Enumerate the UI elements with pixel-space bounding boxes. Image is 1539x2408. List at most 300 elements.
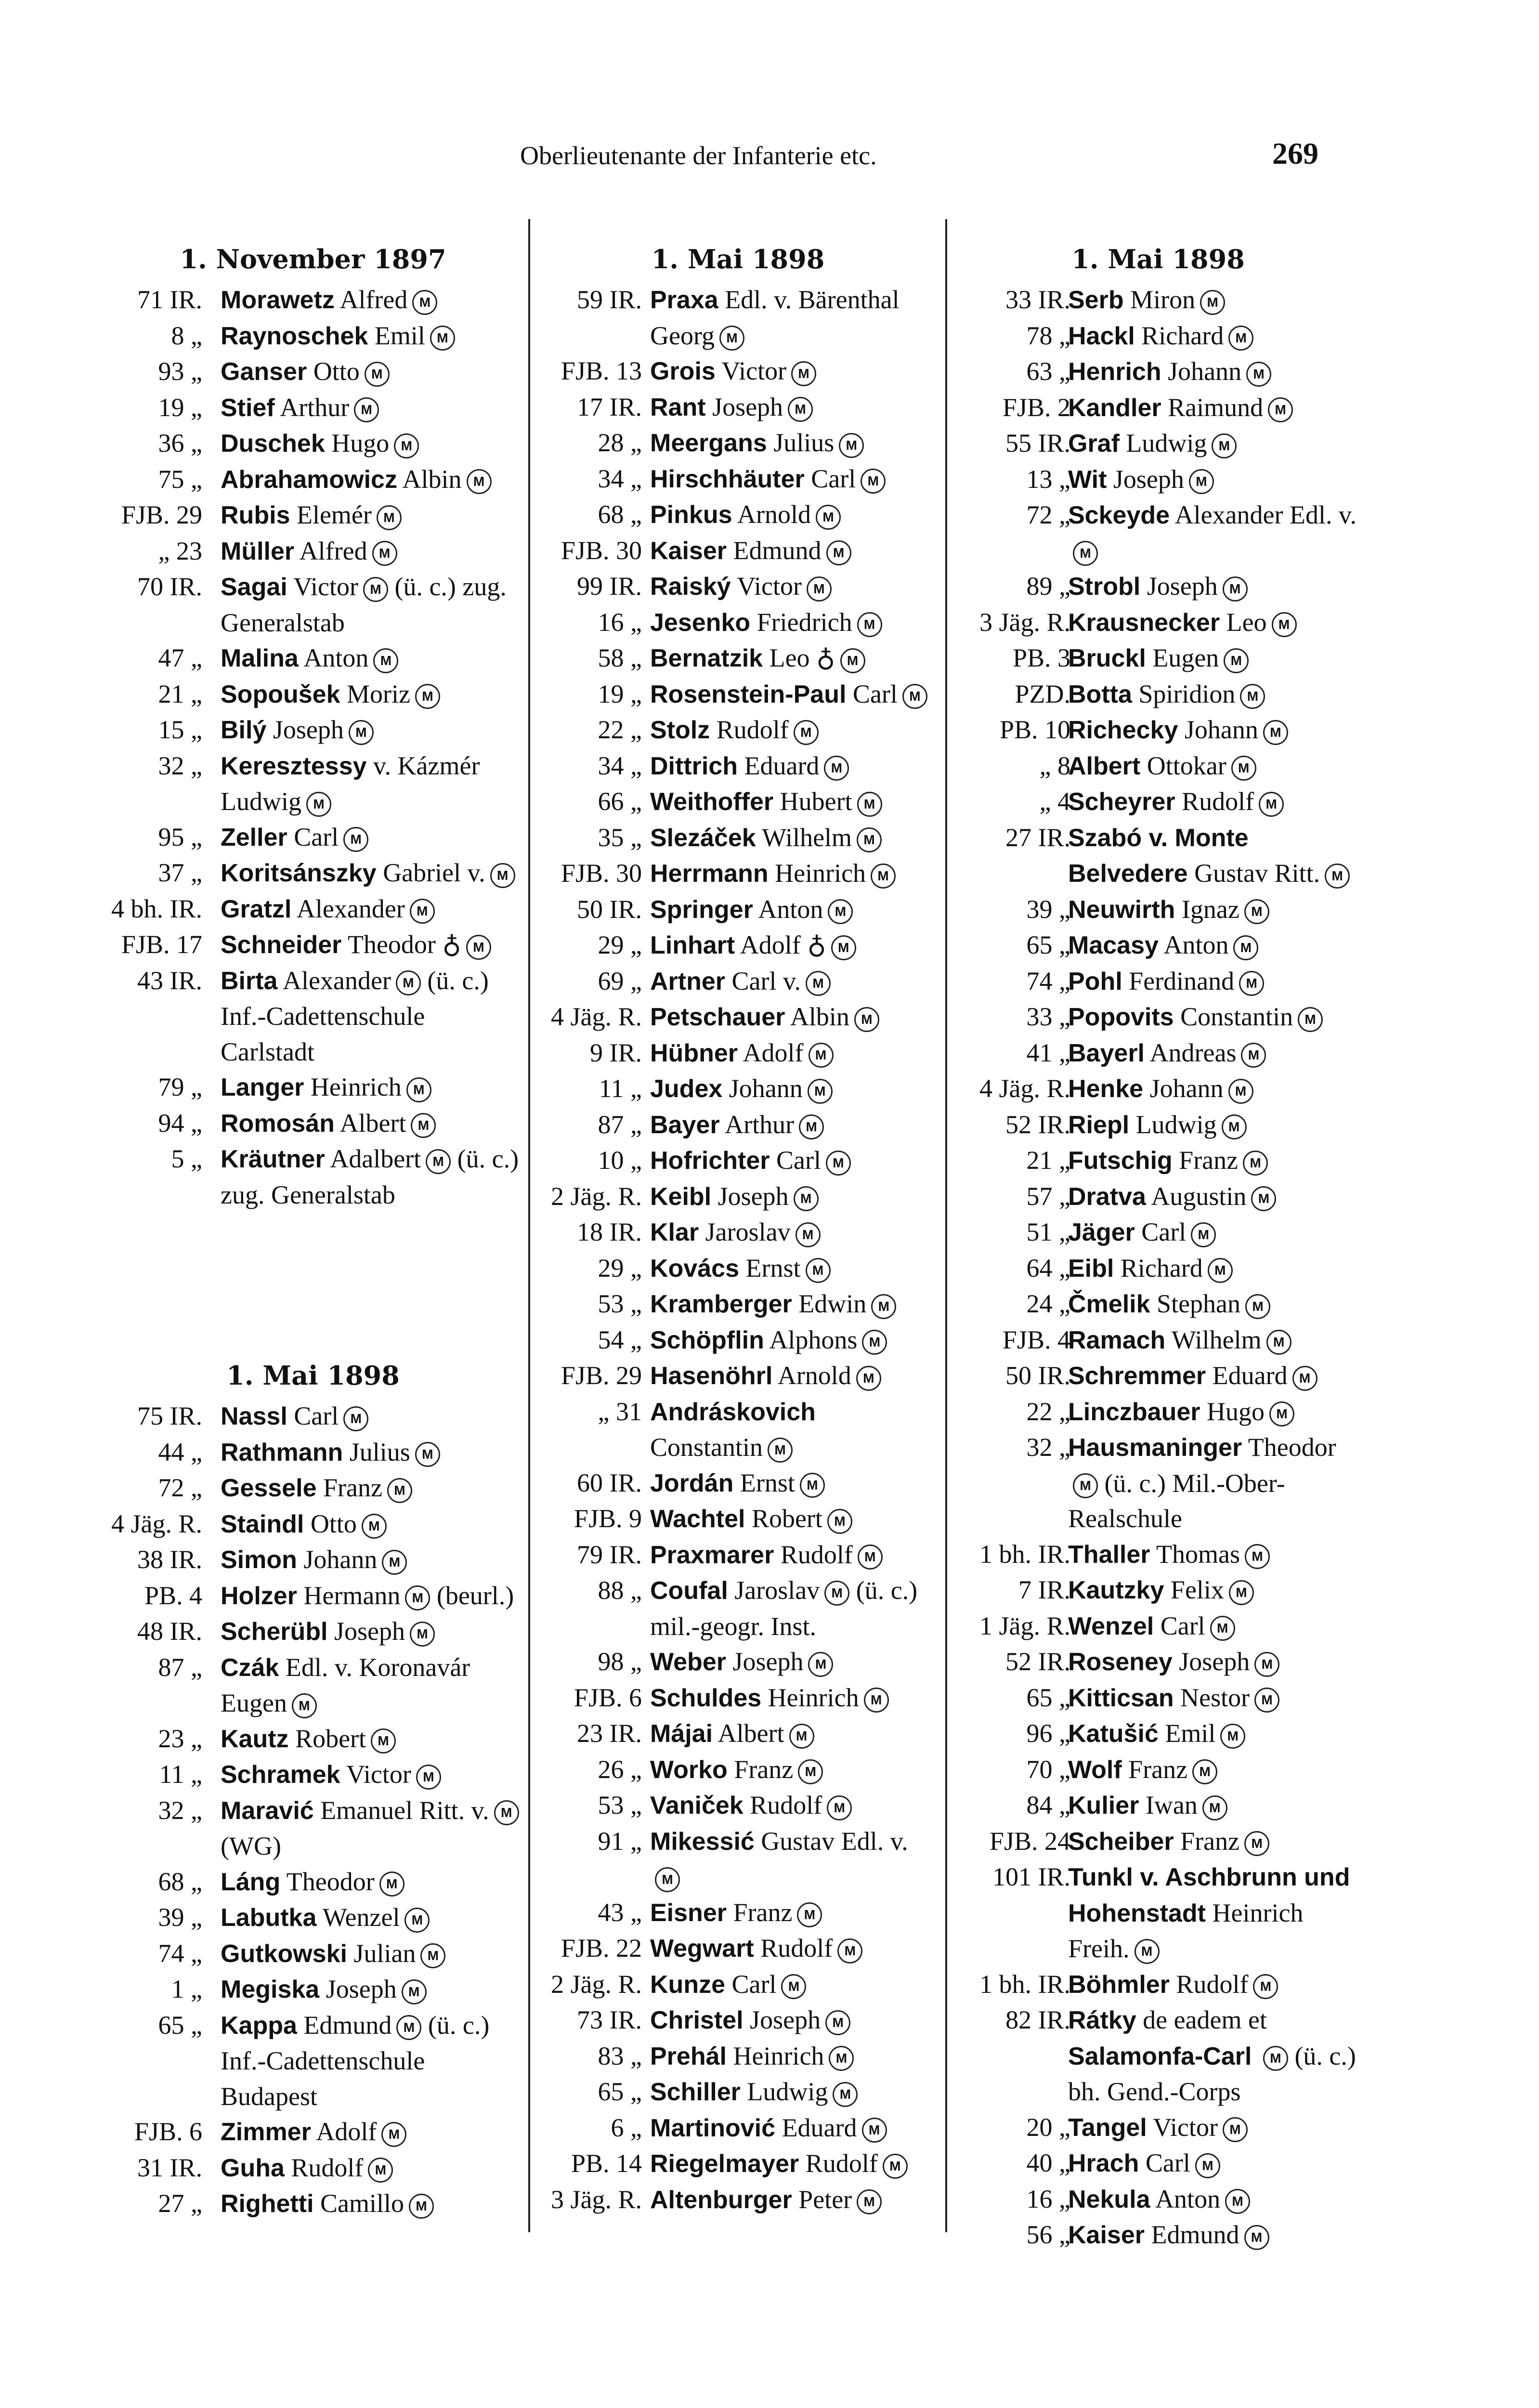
entry-row <box>542 1537 934 1573</box>
officer-given-names: Hermann <box>303 1581 401 1610</box>
entry-row <box>958 1286 1358 1322</box>
section-heading: 1. Mai 1898 <box>226 1360 400 1391</box>
column-3 <box>958 236 1358 2253</box>
medal-m-icon: M <box>1223 2117 1248 2142</box>
officer-given-names: Arnold <box>777 1361 851 1390</box>
entry-text <box>1068 1537 1358 1573</box>
entry-text <box>1068 1286 1358 1322</box>
entry-row <box>958 748 1358 785</box>
entry-text <box>1068 569 1358 605</box>
unit-number: 26 „ <box>598 1754 642 1784</box>
unit-number: FJB. 30 <box>561 536 642 565</box>
medal-m-icon: M <box>824 756 849 781</box>
entry-text <box>650 1358 934 1394</box>
entry-text <box>650 353 934 390</box>
officer-surname: Riegelmayer <box>650 2150 799 2178</box>
officer-given-names: Robert <box>295 1724 366 1753</box>
officer-surname: Henke <box>1068 1075 1144 1103</box>
unit-number: 1 bh. IR. <box>979 1539 1070 1569</box>
entry-text <box>221 1936 525 1972</box>
unit-number: 27 IR. <box>1005 823 1070 852</box>
officer-given-names: Carl <box>1145 2148 1190 2177</box>
officer-given-names: Albin <box>790 1002 849 1031</box>
unit-number: 13 „ <box>1026 464 1070 494</box>
entry-text <box>221 855 525 891</box>
officer-given-names: Wenzel <box>322 1903 400 1932</box>
entry-text <box>650 1931 934 1967</box>
officer-surname: Henrich <box>1068 358 1161 386</box>
officer-given-names: Heinrich <box>733 2041 824 2070</box>
entry-text <box>221 820 525 856</box>
officer-surname: Dittrich <box>650 752 738 780</box>
officer-surname: Hofrichter <box>650 1147 770 1175</box>
entry-text <box>650 677 934 713</box>
medal-m-icon: M <box>406 1077 431 1102</box>
entry-text <box>221 1578 525 1614</box>
medal-m-icon: M <box>409 2194 434 2219</box>
officer-given-names: Joseph <box>273 715 344 744</box>
medal-m-icon: M <box>827 1509 852 1534</box>
entry-text <box>1068 318 1358 354</box>
medal-m-icon: M <box>490 863 515 888</box>
officer-surname: Grois <box>650 357 716 385</box>
officer-surname: Kaiser <box>650 537 727 565</box>
medal-m-icon: M <box>768 1438 793 1463</box>
entry-text <box>221 426 525 462</box>
officer-surname: Worko <box>650 1755 728 1784</box>
medal-m-icon: M <box>806 1258 831 1283</box>
entry-text <box>650 1573 934 1644</box>
officer-surname: Altenburger <box>650 2186 792 2214</box>
unit-number: 72 „ <box>158 1473 202 1502</box>
officer-surname: Weber <box>650 1648 726 1676</box>
entry-text <box>1068 820 1358 892</box>
unit-number: 41 „ <box>1026 1038 1070 1067</box>
medal-m-icon: M <box>349 720 374 745</box>
medal-m-icon: M <box>854 1007 879 1032</box>
entry-text <box>650 497 934 533</box>
entry-row <box>542 2039 934 2075</box>
entry-text <box>1068 999 1358 1035</box>
medal-m-icon: M <box>426 1149 451 1174</box>
entry-text <box>1068 497 1358 569</box>
officer-surname: Holzer <box>221 1582 297 1610</box>
unit-number: PB. 3 <box>1012 643 1070 672</box>
entry-row <box>101 1070 525 1106</box>
column-divider <box>528 219 530 2232</box>
entry-row <box>101 2150 525 2186</box>
officer-surname: Praxmarer <box>650 1541 774 1569</box>
officer-surname: Müller <box>221 537 295 565</box>
unit-number: 16 „ <box>598 607 642 637</box>
officer-surname: Čmelik <box>1068 1290 1150 1318</box>
entry-row <box>542 1752 934 1788</box>
officer-given-names: Alfred <box>339 285 408 314</box>
medal-m-icon: M <box>377 505 402 530</box>
entry-text <box>650 1824 934 1895</box>
unit-number: 19 „ <box>158 393 202 422</box>
officer-surname: Scheiber <box>1068 1827 1174 1856</box>
officer-given-names: Ernst <box>740 1468 795 1497</box>
officer-given-names: Arnold <box>737 500 811 529</box>
unit-number: 101 IR. <box>992 1862 1070 1891</box>
officer-surname: Guha <box>221 2154 285 2182</box>
officer-given-names: Edl. v. Bärenthal Georg <box>650 285 900 350</box>
officer-given-names: Rudolf <box>750 1791 822 1819</box>
entry-text <box>1068 2217 1358 2253</box>
officer-surname: Bruckl <box>1068 644 1146 672</box>
medal-m-icon: M <box>861 469 886 494</box>
entry-text <box>221 462 525 498</box>
officer-surname: Kautz <box>221 1725 289 1753</box>
entry-row <box>958 1215 1358 1251</box>
entry-text <box>1068 1322 1358 1359</box>
unit-number: 31 IR. <box>137 2153 202 2182</box>
entry-row <box>101 1399 525 1435</box>
medal-m-icon: M <box>1231 756 1256 781</box>
unit-number: 33 IR. <box>1005 285 1070 314</box>
entry-row <box>958 2039 1358 2110</box>
unit-number: 19 „ <box>598 679 642 708</box>
unit-number: 79 IR. <box>577 1540 642 1569</box>
entry-text <box>650 712 934 748</box>
officer-surname: Strobl <box>1068 573 1141 601</box>
officer-surname: Schneider <box>221 931 342 959</box>
entry-remark: (ü. c.) zug. Generalstab <box>221 572 507 637</box>
entry-row <box>101 1721 525 1757</box>
medal-m-icon: M <box>1220 1724 1245 1749</box>
entry-text <box>221 963 525 1070</box>
medal-m-icon: M <box>373 648 398 673</box>
officer-surname: Kitticsan <box>1068 1684 1174 1712</box>
officer-surname: Raiský <box>650 573 731 601</box>
entry-row <box>542 390 934 426</box>
officer-surname: Ramach <box>1068 1326 1166 1354</box>
entry-text <box>650 2110 934 2146</box>
medal-m-icon: M <box>833 2082 858 2107</box>
entry-row <box>542 784 934 820</box>
unit-number: 50 IR. <box>1005 1361 1070 1390</box>
unit-number: FJB. 24 <box>989 1826 1070 1856</box>
unit-number: 4 Jäg. R. <box>111 1509 202 1538</box>
entry-text <box>221 1542 525 1578</box>
unit-number: 2 Jäg. R. <box>551 1181 642 1211</box>
entry-text <box>1068 390 1358 426</box>
unit-number: 51 „ <box>1026 1217 1070 1246</box>
officer-given-names: Stephan <box>1157 1289 1241 1318</box>
unit-number: FJB. 29 <box>561 1361 642 1390</box>
officer-given-names: Hubert <box>780 787 852 816</box>
officer-surname: Klar <box>650 1218 699 1246</box>
medal-m-icon: M <box>1224 648 1249 673</box>
officer-surname: Krausnecker <box>1068 608 1220 637</box>
medal-m-icon: M <box>1244 1831 1269 1856</box>
unit-number: 39 „ <box>1026 894 1070 924</box>
officer-given-names: Anton <box>303 643 369 672</box>
officer-surname: Rubis <box>221 501 290 529</box>
officer-given-names: Franz <box>1128 1754 1188 1784</box>
unit-number: 57 „ <box>1026 1181 1070 1211</box>
entry-text <box>650 1251 934 1287</box>
officer-given-names: Emil <box>374 321 425 350</box>
medal-m-icon: M <box>902 684 927 709</box>
entry-row <box>958 820 1358 892</box>
entry-remark: (beurl.) <box>436 1581 514 1610</box>
unit-number: 52 IR. <box>1005 1110 1070 1139</box>
unit-number: 65 „ <box>1026 930 1070 959</box>
entry-row <box>101 318 525 354</box>
entry-text <box>221 1506 525 1543</box>
entry-text <box>1068 1609 1358 1645</box>
officer-surname: Keresztessy <box>221 752 367 780</box>
entry-row <box>101 390 525 426</box>
medal-m-icon: M <box>798 1759 823 1784</box>
entry-text <box>1068 2182 1358 2218</box>
entry-row <box>542 2182 934 2218</box>
officer-given-names: Constantin <box>1180 1002 1293 1031</box>
entry-row <box>101 1106 525 1142</box>
officer-given-names: Alphons <box>769 1325 858 1354</box>
medal-m-icon: M <box>430 326 455 351</box>
officer-given-names: Rudolf <box>291 2153 364 2182</box>
officer-given-names: Leo <box>1226 607 1267 637</box>
entry-text <box>650 2182 934 2218</box>
officer-given-names: Alexander Edl. v. <box>1174 500 1356 529</box>
medal-m-icon: M <box>826 1151 851 1176</box>
medal-m-icon: M <box>1192 1759 1217 1784</box>
unit-number: 98 „ <box>598 1647 642 1676</box>
officer-surname: Wolf <box>1068 1755 1122 1784</box>
officer-given-names: v. Kázmér Ludwig <box>221 751 480 816</box>
officer-given-names: Eduard <box>782 2113 857 2142</box>
entry-row <box>542 1466 934 1502</box>
entry-text <box>1068 1572 1358 1609</box>
medal-m-icon: M <box>862 2118 887 2143</box>
entry-text <box>1068 1358 1358 1394</box>
medal-m-icon: M <box>794 720 819 745</box>
entry-text <box>221 641 525 677</box>
officer-surname: Jäger <box>1068 1218 1135 1246</box>
entry-row <box>101 2114 525 2150</box>
entry-row <box>958 712 1358 748</box>
medal-m-icon: M <box>1272 612 1297 637</box>
unit-number: 52 IR. <box>1005 1647 1070 1676</box>
entry-row <box>958 999 1358 1035</box>
officer-surname: Bayer <box>650 1111 720 1139</box>
medal-m-icon: M <box>420 1943 445 1968</box>
entry-text <box>221 497 525 534</box>
entry-row <box>101 1506 525 1543</box>
unit-number: „ 4 <box>1039 787 1070 816</box>
unit-number: 70 „ <box>1026 1754 1070 1784</box>
medal-m-icon: M <box>857 2189 882 2214</box>
unit-number: 55 IR. <box>1005 429 1070 458</box>
section-heading: 1. November 1897 <box>180 244 446 275</box>
officer-surname: Labutka <box>221 1904 317 1932</box>
entry-row <box>542 1143 934 1179</box>
entry-text <box>1068 2002 1358 2039</box>
unit-number: 54 „ <box>598 1325 642 1354</box>
unit-number: 74 „ <box>1026 966 1070 995</box>
medal-m-icon: M <box>827 1795 852 1820</box>
entry-text <box>650 641 934 677</box>
entry-row <box>958 928 1358 964</box>
unit-number: 29 „ <box>598 1253 642 1283</box>
medal-m-icon: M <box>655 1867 680 1892</box>
medal-m-icon: M <box>719 326 744 351</box>
entry-text <box>1068 354 1358 390</box>
officer-surname: Martinović <box>650 2114 776 2142</box>
officer-given-names: Franz <box>323 1473 382 1502</box>
entry-text <box>1068 462 1358 498</box>
medal-m-icon: M <box>1239 971 1264 996</box>
unit-number: 56 „ <box>1026 2220 1070 2249</box>
entry-row <box>101 963 525 1070</box>
unit-number: 65 „ <box>158 2010 202 2040</box>
officer-surname: Herrmann <box>650 860 769 888</box>
entry-text <box>650 892 934 928</box>
officer-given-names: Johann <box>303 1545 378 1574</box>
medal-m-icon: M <box>837 1938 862 1963</box>
officer-surname: Schremmer <box>1068 1362 1206 1390</box>
officer-given-names: Augustin <box>1151 1181 1247 1211</box>
entry-text <box>1068 282 1358 318</box>
officer-given-names: Alfred <box>299 536 367 565</box>
officer-given-names: Joseph <box>712 392 783 421</box>
entry-text <box>650 1107 934 1143</box>
officer-given-names: Gustav Edl. v. <box>761 1826 908 1856</box>
officer-surname: Artner <box>650 967 726 995</box>
officer-given-names: Felix <box>1170 1575 1224 1604</box>
entry-row <box>958 677 1358 713</box>
officer-given-names: Arthur <box>280 393 350 422</box>
officer-given-names: Franz <box>1179 1146 1239 1175</box>
officer-surname: Bilý <box>221 716 267 744</box>
entry-text <box>650 1466 934 1502</box>
entry-row <box>101 1435 525 1471</box>
entry-text <box>1068 1179 1358 1215</box>
entry-text <box>221 748 525 820</box>
unit-number: 68 „ <box>158 1867 202 1896</box>
officer-surname: Bernatzik <box>650 644 763 672</box>
officer-surname: Láng <box>221 1868 281 1896</box>
unit-number: 53 „ <box>598 1791 642 1819</box>
officer-surname: Linczbauer <box>1068 1398 1200 1426</box>
entry-row <box>958 390 1358 426</box>
officer-given-names: Adalbert <box>330 1144 421 1173</box>
column-divider <box>945 219 947 2232</box>
entry-row <box>101 282 525 318</box>
medal-m-icon: M <box>824 1581 849 1606</box>
entry-text <box>1068 641 1358 677</box>
medal-m-icon: M <box>411 1113 436 1138</box>
officer-surname: Weithoffer <box>650 788 774 816</box>
entry-row <box>542 533 934 569</box>
entry-text <box>650 282 934 353</box>
unit-number: 70 IR. <box>137 572 202 601</box>
officer-surname: Mikessić <box>650 1827 755 1856</box>
entry-remark: (ü. c.) Mil.-Ober-Realschule <box>1068 1468 1285 1533</box>
officer-surname: Rathmann <box>221 1438 343 1466</box>
medal-m-icon: M <box>402 1979 427 2004</box>
entry-text <box>221 354 525 390</box>
entry-row <box>542 353 934 390</box>
officer-surname: Keibl <box>650 1182 712 1211</box>
officer-surname: Májai <box>650 1720 713 1748</box>
entry-row <box>958 1716 1358 1752</box>
entry-row <box>101 462 525 498</box>
unit-number: 37 „ <box>158 858 202 887</box>
entry-text <box>1068 784 1358 820</box>
unit-number: 1 „ <box>171 1975 202 2003</box>
entry-row <box>958 2002 1358 2039</box>
entry-text <box>221 2150 525 2186</box>
officer-given-names: Carl <box>852 679 898 708</box>
medal-m-icon: M <box>816 505 841 530</box>
officer-surname: Eibl <box>1068 1254 1114 1283</box>
unit-number: 32 „ <box>158 1795 202 1825</box>
officer-given-names: Ferdinand <box>1129 966 1235 995</box>
unit-number: FJB. 17 <box>121 930 202 959</box>
officer-given-names: Hugo <box>1207 1397 1265 1426</box>
unit-number: 38 IR. <box>137 1545 202 1574</box>
medal-m-icon: M <box>343 827 368 852</box>
section-heading: 1. Mai 1898 <box>1071 244 1245 275</box>
medal-m-icon: M <box>828 899 853 924</box>
officer-surname: Wegwart <box>650 1935 754 1963</box>
officer-given-names: Victor <box>293 572 358 601</box>
officer-surname: Jesenko <box>650 608 751 637</box>
unit-number: 68 „ <box>598 500 642 529</box>
officer-given-names: Richard <box>1141 321 1224 350</box>
officer-given-names: Wilhelm <box>1171 1325 1262 1354</box>
officer-surname: Stolz <box>650 716 710 744</box>
medal-m-icon: M <box>862 1330 887 1355</box>
officer-given-names: de eadem et <box>1143 2005 1267 2034</box>
officer-surname: Tunkl v. Aschbrunn und Hohenstadt <box>1068 1863 1350 1927</box>
entry-row <box>101 1757 525 1793</box>
medal-m-icon: M <box>840 648 865 673</box>
medal-m-icon: M <box>363 577 388 602</box>
entry-row <box>101 569 525 641</box>
entry-text <box>1068 892 1358 928</box>
entry-text <box>650 1071 934 1107</box>
entry-text <box>1068 605 1358 641</box>
officer-surname: Katušić <box>1068 1720 1159 1748</box>
medal-m-icon: M <box>410 1622 435 1647</box>
unit-number: 59 IR. <box>577 285 642 314</box>
entry-row <box>542 999 934 1035</box>
unit-number: 1 bh. IR. <box>979 1969 1070 1999</box>
unit-number: 78 „ <box>1026 321 1070 350</box>
medal-m-icon: M <box>362 1514 387 1539</box>
entry-text <box>221 1900 525 1936</box>
unit-number: 23 IR. <box>577 1719 642 1748</box>
officer-given-names: Otto <box>313 357 360 386</box>
unit-number: 34 „ <box>598 464 642 493</box>
medal-m-icon: M <box>1244 2225 1269 2250</box>
officer-given-names: Gustav Ritt. <box>1194 859 1320 888</box>
entry-text <box>650 1322 934 1359</box>
unit-number: 20 „ <box>1026 2112 1070 2142</box>
entry-text <box>1068 426 1358 462</box>
unit-number: 28 „ <box>598 428 642 457</box>
unit-number: 4 Jäg. R. <box>551 1002 642 1031</box>
entry-row <box>958 1680 1358 1716</box>
entry-row <box>958 1824 1358 1860</box>
entry-row <box>542 2146 934 2182</box>
medal-m-icon: M <box>371 1728 396 1754</box>
